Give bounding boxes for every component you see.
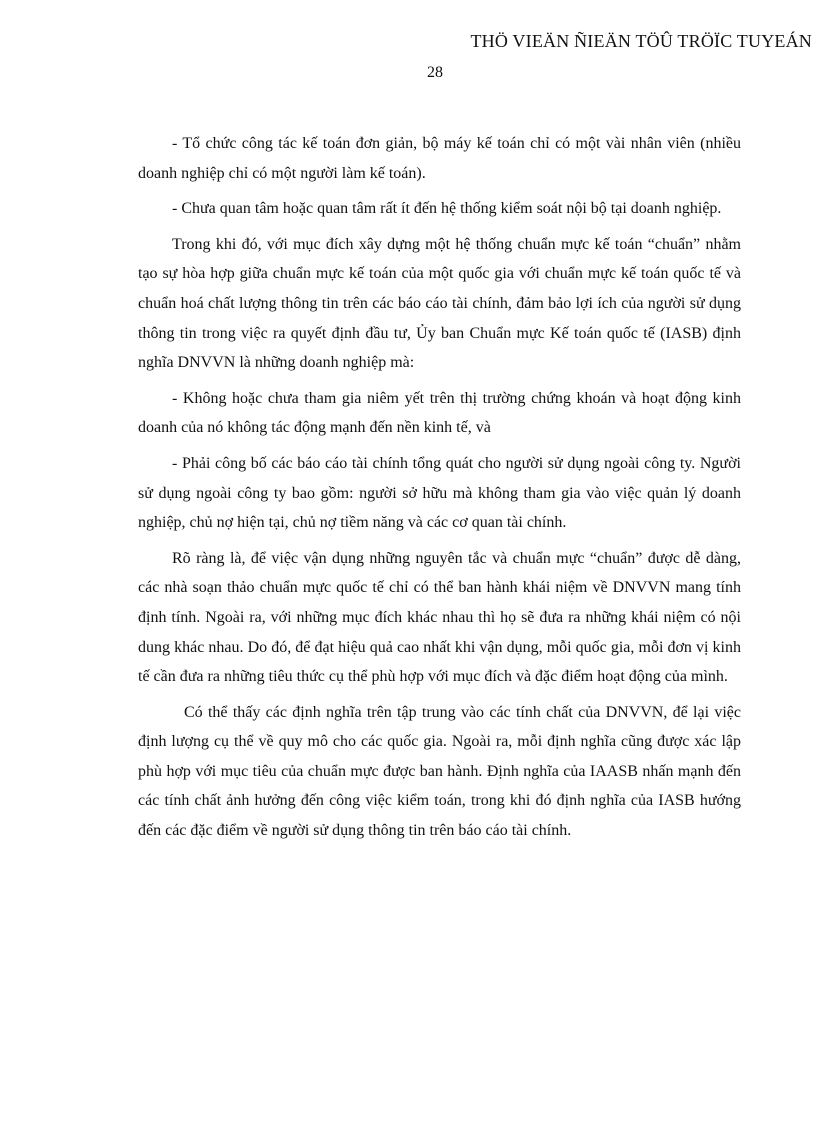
paragraph-qualitative-concept: Rõ ràng là, để việc vận dụng những nguyên tắc và chuẩn mực “chuẩn” được dễ dàng, các nhà soạn thảo chuẩn mực quốc tế chỉ có thể ban hành khái niệm về DNVVN mang tính định tính. Ngoài ra, với những mục đích khác nhau thì họ sẽ đưa ra những khái niệm có nội dung khác nhau. Do đó, để đạt hiệu quả cao nhất khi vận dụng, mỗi quốc gia, mỗi đơn vị kinh tế cần đưa ra những tiêu thức cụ thể phù hợp với mục đích và đặc điểm hoạt động của mình. <box>138 549 741 686</box>
library-header: THÖ VIEÄN ÑIEÄN TÖÛ TRÖÏC TUYEÁN <box>470 31 812 51</box>
paragraph-definition-summary: Có thể thấy các định nghĩa trên tập trung vào các tính chất của DNVVN, để lại việc định lượng cụ thể về quy mô cho các quốc gia. Ngoài ra, mỗi định nghĩa cũng được xác lập phù hợp với mục tiêu của chuẩn mực được ban hành. Định nghĩa của IAASB nhấn mạnh đến các tính chất ảnh hưởng đến công việc kiểm toán, trong khi đó định nghĩa của IASB hướng đến các đặc điểm về người sử dụng thông tin trên báo cáo tài chính. <box>138 703 741 840</box>
document-body <box>138 129 741 852</box>
paragraph-internal-control: - Chưa quan tâm hoặc quan tâm rất ít đến hệ thống kiểm soát nội bộ tại doanh nghiệp. <box>172 200 722 218</box>
paragraph-not-listed: - Không hoặc chưa tham gia niêm yết trên thị trường chứng khoán và hoạt động kinh doanh của nó không tác động mạnh đến nền kinh tế, và <box>138 389 741 437</box>
paragraph-external-users: - Phải công bố các báo cáo tài chính tổng quát cho người sử dụng ngoài công ty. Người sử dụng ngoài công ty bao gồm: người sở hữu mà không tham gia vào việc quản lý doanh nghiệp, chủ nợ hiện tại, chủ nợ tiềm năng và các cơ quan tài chính. <box>138 454 741 532</box>
page-number: 28 <box>427 64 443 81</box>
paragraph-iasb-definition: Trong khi đó, với mục đích xây dựng một hệ thống chuẩn mực kế toán “chuẩn” nhằm tạo sự hòa hợp giữa chuẩn mực kế toán của một quốc gia với chuẩn mực kế toán quốc tế và chuẩn hoá chất lượng thông tin trên các báo cáo tài chính, đảm bảo lợi ích của người sử dụng thông tin trong việc ra quyết định đầu tư, Ủy ban Chuẩn mực Kế toán quốc tế (IASB) định nghĩa DNVVN là những doanh nghiệp mà: <box>138 235 741 372</box>
paragraph-accounting-organization: - Tổ chức công tác kế toán đơn giản, bộ máy kế toán chỉ có một vài nhân viên (nhiều doanh nghiệp chỉ có một người làm kế toán). <box>138 135 741 182</box>
